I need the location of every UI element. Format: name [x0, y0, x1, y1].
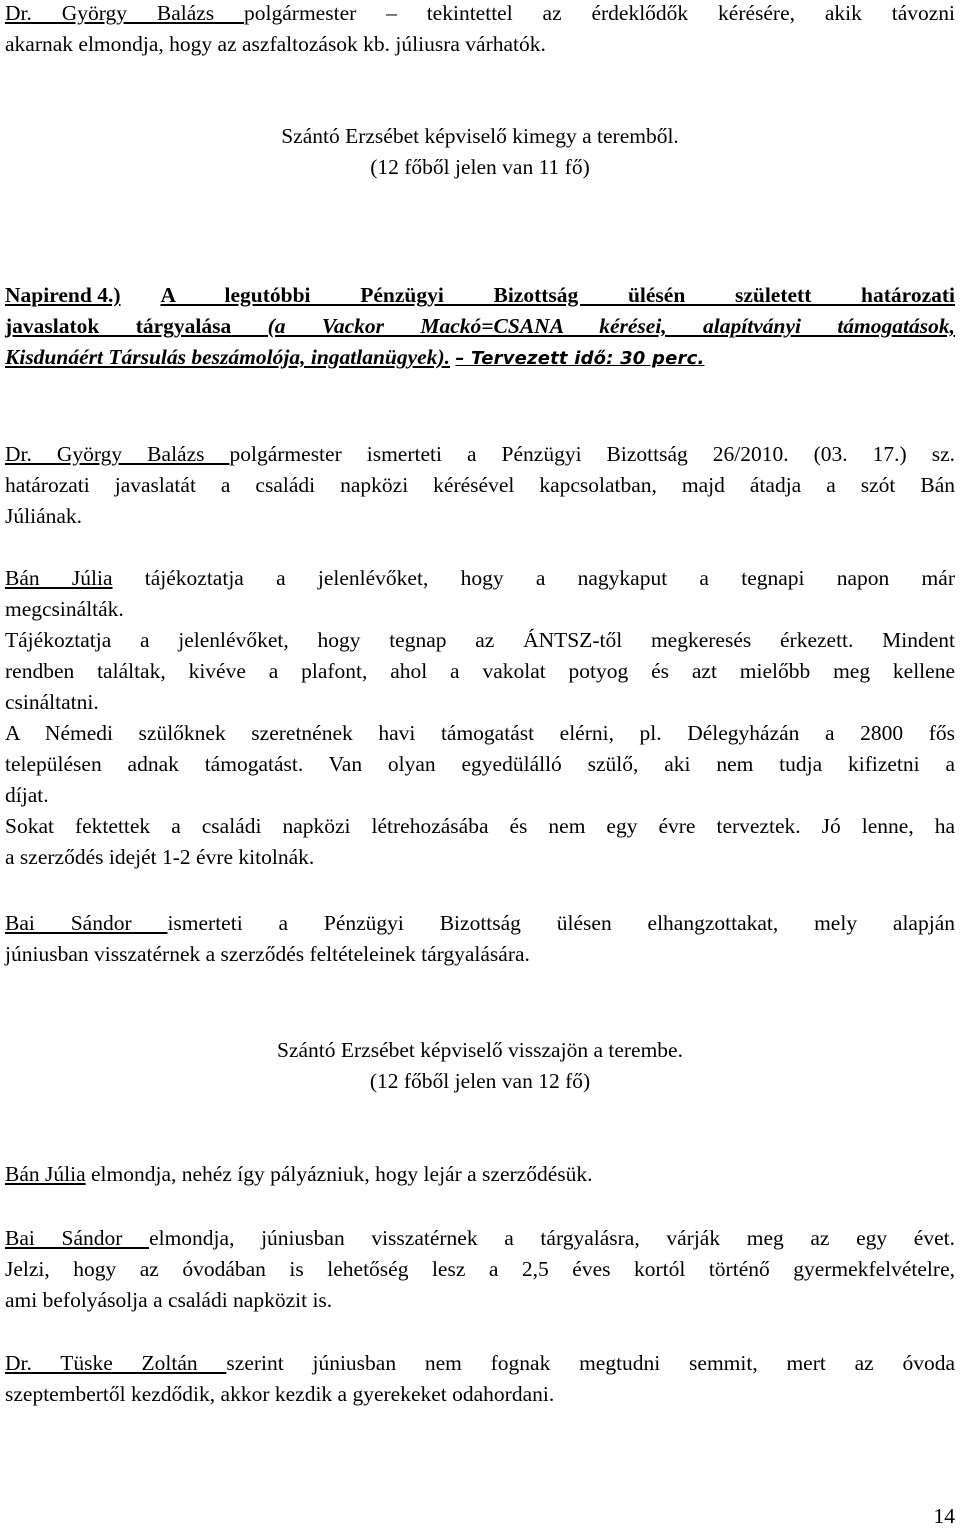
paragraph-line: a szerződés idejét 1-2 évre kitolnák.: [5, 845, 315, 869]
paragraph-line: díjat.: [5, 783, 49, 807]
paragraph-line: határozati javaslatát a családi napközi kérésével kapcsolatban, majd átadja a szót Bán: [5, 473, 955, 497]
paragraph-mayor-asphalt: Dr. György Balázs polgármester – tekintettel az érdeklődők kérésére, akik távozni: [5, 1, 955, 25]
paragraph-line: rendben találtak, kivéve a plafont, ahol a vakolat potyog és azt mielőbb meg kellene: [5, 659, 955, 683]
paragraph-line: Sokat fektettek a családi napközi létrehozásába és nem egy évre terveztek. Jó lenne, ha: [5, 814, 955, 838]
paragraph-line: A Némedi szülőknek szeretnének havi támogatást elérni, pl. Délegyházán a 2800 fős: [5, 721, 955, 745]
paragraph-line: júniusban visszatérnek a szerződés feltételeinek tárgyalására.: [5, 942, 530, 966]
paragraph-bai-sandor-2: Bai Sándor elmondja, júniusban visszatérnek a tárgyalásra, várják meg az egy évet.: [5, 1226, 955, 1250]
presence-note: Szántó Erzsébet képviselő visszajön a terembe.: [277, 1038, 683, 1062]
paragraph-line: megcsinálták.: [5, 597, 124, 621]
paragraph-line: Júliának.: [5, 504, 83, 528]
planned-time: – Tervezett idő: 30 perc.: [455, 348, 705, 369]
paragraph-bai-sandor: Bai Sándor ismerteti a Pénzügyi Bizottság ülésen elhangzottakat, mely alapján: [5, 911, 955, 935]
agenda-title-line2: javaslatok tárgyalása (a Vackor Mackó=CSANA kérései, alapítványi támogatások,: [5, 314, 955, 338]
page-number: 14: [933, 1504, 955, 1528]
paragraph-ban-julia-2: Bán Júlia elmondja, nehéz így pályázniuk, hogy lejár a szerződésük.: [5, 1162, 593, 1186]
speaker-name: Dr. Tüske Zoltán: [5, 1351, 227, 1375]
paragraph-line: Tájékoztatja a jelenlévőket, hogy tegnap az ÁNTSZ-től megkeresés érkezett. Mindent: [5, 628, 955, 652]
paragraph-line: ami befolyásolja a családi napközit is.: [5, 1288, 333, 1312]
agenda-label: Napirend 4.): [5, 283, 121, 307]
presence-note: Szántó Erzsébet képviselő kimegy a teremből.: [281, 124, 679, 148]
agenda-title-line1: A legutóbbi Pénzügyi Bizottság ülésén született határozati: [160, 283, 955, 307]
presence-count: (12 főből jelen van 12 fő): [369, 1069, 591, 1093]
speaker-name: Bai Sándor: [5, 1226, 150, 1250]
paragraph-line: településen adnak támogatást. Van olyan egyedülálló szülő, aki nem tudja kifizetni a: [5, 752, 955, 776]
paragraph-ban-julia: Bán Júlia tájékoztatja a jelenlévőket, hogy a nagykaput a tegnapi napon már: [5, 566, 955, 590]
paragraph-line: szeptembertől kezdődik, akkor kezdik a gyerekeket odahordani.: [5, 1382, 555, 1406]
agenda-title-line3: Kisdunáért Társulás beszámolója, ingatlanügyek). – Tervezett idő: 30 perc.: [5, 345, 705, 369]
presence-count: (12 főből jelen van 11 fő): [370, 155, 590, 179]
agenda-heading: [5, 280, 955, 311]
speaker-name: Bán Júlia: [5, 1162, 86, 1186]
speaker-name: Dr. György Balázs: [5, 1, 245, 25]
paragraph-line: csináltatni.: [5, 690, 99, 714]
paragraph-line: Jelzi, hogy az óvodában is lehetőség lesz a 2,5 éves kortól történő gyermekfelvételre,: [5, 1257, 955, 1281]
paragraph-line: akarnak elmondja, hogy az aszfaltozások kb. júliusra várhatók.: [5, 32, 546, 56]
paragraph-tuske-zoltan: Dr. Tüske Zoltán szerint júniusban nem fognak megtudni semmit, mert az óvoda: [5, 1351, 955, 1375]
speaker-name: Bai Sándor: [5, 911, 168, 935]
speaker-name: Dr. György Balázs: [5, 442, 230, 466]
speaker-name: Bán Júlia: [5, 566, 113, 590]
paragraph-mayor-committee: Dr. György Balázs polgármester ismerteti a Pénzügyi Bizottság 26/2010. (03. 17.) sz.: [5, 442, 955, 466]
